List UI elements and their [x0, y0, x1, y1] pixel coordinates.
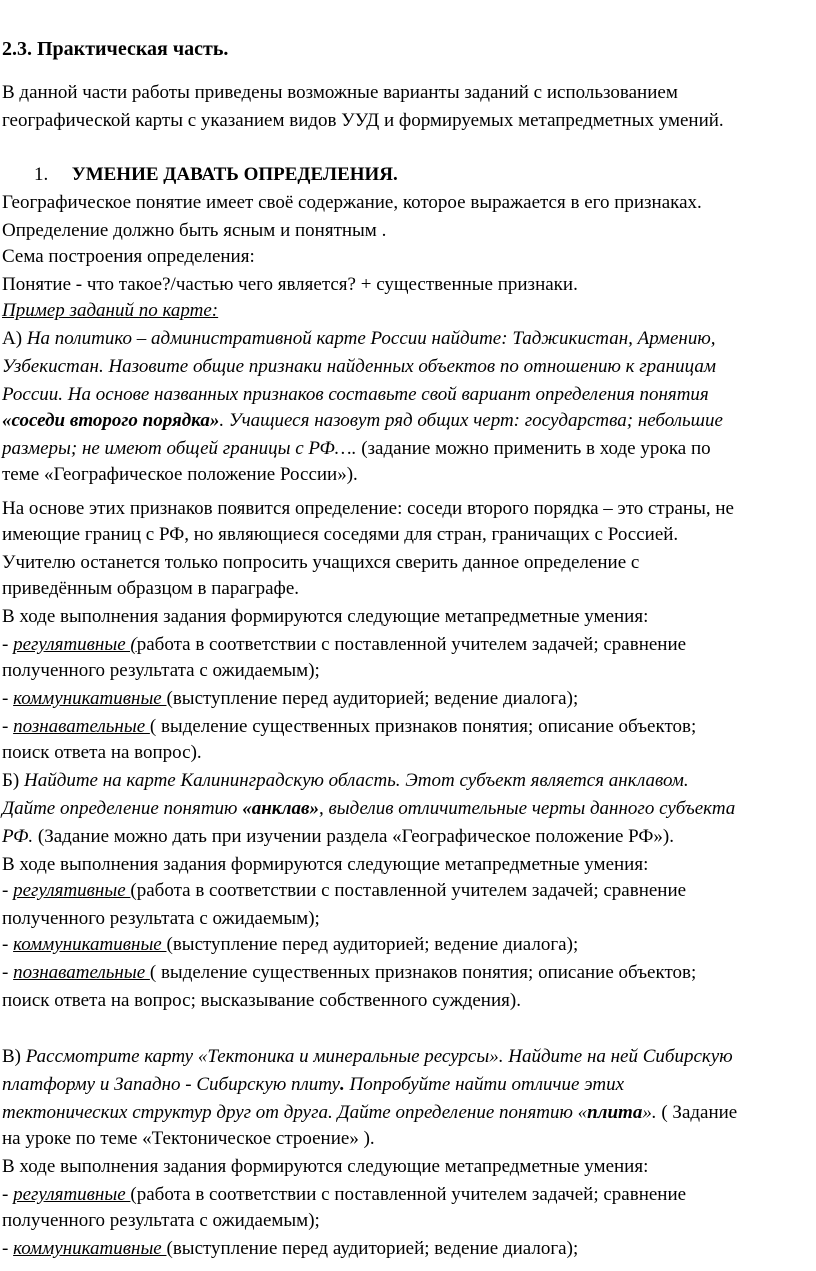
task-c-line-3: [2, 1100, 737, 1126]
task-a-line-3: России. На основе названных признаков составьте свой вариант определения понятия: [2, 384, 709, 405]
paragraph-line: Географическое понятие имеет своё содержание, которое выражается в его признаках.: [2, 192, 702, 213]
dash: -: [2, 688, 14, 709]
task-a-line-7: На основе этих признаков появится определение: соседи второго порядка – это страны, не: [2, 498, 734, 519]
skill-communicative: [2, 932, 578, 958]
task-c-letter: В): [2, 1046, 21, 1067]
dash: -: [2, 716, 14, 737]
task-a-note: (задание можно применить в ходе урока по: [356, 438, 711, 459]
skill-text: (выступление перед аудиторией; ведение диалога);: [166, 934, 579, 955]
skill-label: коммуникативные: [13, 1238, 167, 1259]
task-a-line-5: [2, 436, 711, 462]
list-item-title: УМЕНИЕ ДАВАТЬ ОПРЕДЕЛЕНИЯ.: [71, 164, 398, 185]
task-c-text: Попробуйте найти отличие этих: [344, 1074, 625, 1095]
task-c-text: Рассмотрите карту «Тектоника и минеральные ресурсы». Найдите на ней Сибирскую: [25, 1046, 733, 1067]
task-a-text: . Учащиеся назовут ряд общих черт: государства; небольшие: [219, 410, 723, 431]
skill-text: ( выделение существенных признаков понятия; описание объектов;: [149, 716, 697, 737]
skill-communicative: [2, 1236, 578, 1262]
paragraph-line: Определение должно быть ясным и понятным .: [2, 220, 387, 241]
skill-label: коммуникативные: [13, 934, 167, 955]
task-b-text: Найдите на карте Калининградскую область. Этот субъект является анклавом.: [24, 770, 689, 791]
task-a-line-8: имеющие границ с РФ, но являющиеся соседями для стран, граничащих с Россией.: [2, 524, 679, 545]
skill-label: регулятивные: [13, 1184, 131, 1205]
dash: -: [2, 1238, 14, 1259]
skill-text: (выступление перед аудиторией; ведение диалога);: [166, 1238, 579, 1259]
task-b-text: Дайте определение понятию: [2, 798, 243, 819]
skill-communicative: [2, 686, 578, 712]
task-a-text: На политико – административной карте России найдите: Таджикистан, Армению,: [26, 328, 716, 349]
skill-regulatory-cont: полученного результата с ожидаемым);: [2, 660, 320, 681]
skill-label: познавательные: [13, 716, 150, 737]
task-a-letter: А): [2, 328, 23, 349]
list-item-1: [34, 162, 398, 188]
dash: -: [2, 962, 14, 983]
skills-intro: В ходе выполнения задания формируются следующие метапредметные умения:: [2, 1156, 649, 1177]
skill-regulatory-cont: полученного результата с ожидаемым);: [2, 1210, 320, 1231]
dash: -: [2, 1184, 14, 1205]
dash: -: [2, 634, 14, 655]
list-number: 1.: [34, 164, 49, 185]
skill-regulatory-cont: полученного результата с ожидаемым);: [2, 908, 320, 929]
example-label: Пример заданий по карте:: [2, 300, 219, 321]
task-a-line-9: Учителю останется только попросить учащихся сверить данное определение с: [2, 552, 640, 573]
skill-regulatory: [2, 878, 686, 904]
task-c-text: ».: [642, 1102, 657, 1123]
task-a-text: размеры; не имеют общей границы с РФ….: [2, 438, 357, 459]
task-b-line-3: [2, 824, 674, 850]
section-heading: 2.3. Практическая часть.: [2, 38, 229, 60]
skill-label: познавательные: [13, 962, 150, 983]
paragraph-line: Сема построения определения:: [2, 246, 255, 267]
skill-cognitive-cont: поиск ответа на вопрос; высказывание собственного суждения).: [2, 990, 521, 1011]
term-neighbours: «соседи второго порядка»: [2, 410, 220, 431]
task-c-text: тектонических структур друг от друга. Дайте определение понятию «: [2, 1102, 588, 1123]
task-a-line-10: приведённым образцом в параграфе.: [2, 578, 300, 599]
skill-text: (выступление перед аудиторией; ведение диалога);: [166, 688, 579, 709]
task-c-dot: .: [339, 1074, 345, 1095]
task-a-line-6: теме «Географическое положение России»).: [2, 464, 358, 485]
task-c-line-1: [2, 1044, 733, 1070]
skill-text: (работа в соответствии с поставленной учителем задачей; сравнение: [130, 1184, 687, 1205]
intro-line-2: географической карты с указанием видов УУД и формируемых метапредметных умений.: [2, 110, 724, 131]
task-a-line-2: Узбекистан. Назовите общие признаки найденных объектов по отношению к границам: [2, 356, 716, 377]
term-enclave: «анклав»: [242, 798, 319, 819]
task-b-note: (Задание можно дать при изучении раздела «Географическое положение РФ»).: [33, 826, 675, 847]
task-b-line-2: [2, 796, 735, 822]
task-a-line-4: [2, 408, 723, 434]
skill-cognitive: [2, 714, 696, 740]
skill-regulatory: [2, 1182, 686, 1208]
task-b-text: , выделив отличительные черты данного субъекта: [319, 798, 736, 819]
term-plate: плита: [587, 1102, 643, 1123]
skills-intro: В ходе выполнения задания формируются следующие метапредметные умения:: [2, 854, 649, 875]
intro-line-1: В данной части работы приведены возможные варианты заданий с использованием: [2, 82, 678, 103]
skill-label: регулятивные (: [13, 634, 137, 655]
task-c-note: ( Задание: [656, 1102, 738, 1123]
dash: -: [2, 880, 14, 901]
skill-cognitive: [2, 960, 696, 986]
skill-label: регулятивные: [13, 880, 131, 901]
skill-text: (работа в соответствии с поставленной учителем задачей; сравнение: [130, 880, 687, 901]
skill-text: ( выделение существенных признаков понятия; описание объектов;: [149, 962, 697, 983]
skill-label: коммуникативные: [13, 688, 167, 709]
task-c-text: платформу и Западно - Сибирскую плиту: [2, 1074, 340, 1095]
task-b-line-1: [2, 768, 689, 794]
task-b-letter: Б): [2, 770, 20, 791]
task-a-line-1: [2, 326, 715, 352]
skill-text: работа в соответствии с поставленной учителем задачей; сравнение: [136, 634, 687, 655]
task-c-line-4: на уроке по теме «Тектоническое строение» ).: [2, 1128, 375, 1149]
paragraph-line: Понятие - что такое?/частью чего является? + существенные признаки.: [2, 274, 578, 295]
skills-intro: В ходе выполнения задания формируются следующие метапредметные умения:: [2, 606, 649, 627]
skill-regulatory: [2, 632, 686, 658]
task-c-line-2: [2, 1072, 624, 1098]
task-b-text: РФ.: [2, 826, 34, 847]
skill-cognitive-cont: поиск ответа на вопрос).: [2, 742, 202, 763]
dash: -: [2, 934, 14, 955]
